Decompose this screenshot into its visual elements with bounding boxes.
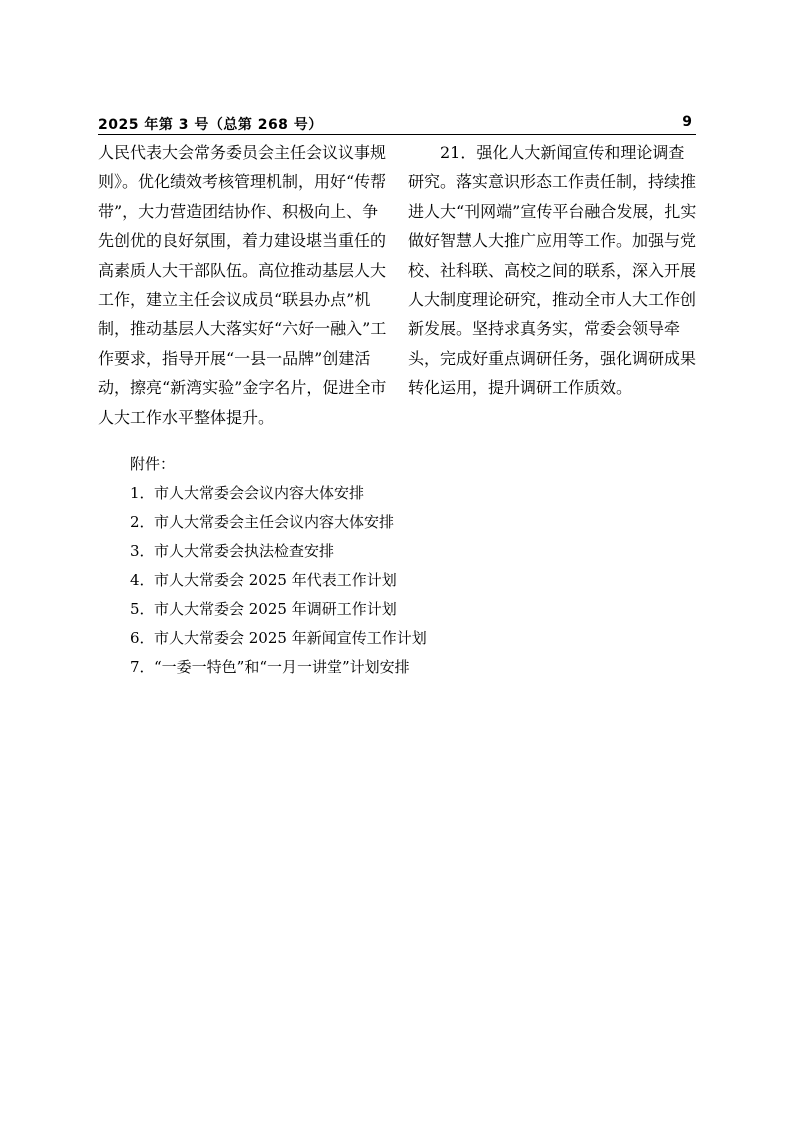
right-paragraph: 21．强化人大新闻宣传和理论调查研究。落实意识形态工作责任制，持续推进人大“刊网端”宣传平台融合发展，扎实做好智慧人大推广应用等工作。加强与党校、社科联、高校之间的联系，深入开展人大制度理论研究，推动全市人大工作创新发展。坚持求真务实，常委会领导牵头，完成好重点调研任务，强化调研成果转化运用，提升调研工作质效。: [408, 143, 697, 398]
attachment-number: 7．: [130, 658, 155, 676]
page-number: 9: [682, 114, 692, 130]
attachment-number: 4．: [130, 571, 155, 589]
attachment-title: 市人大常委会会议内容大体安排: [154, 484, 365, 502]
attachment-item: [130, 595, 427, 624]
attachments-section: [130, 450, 427, 682]
attachment-number: 5．: [130, 600, 155, 618]
attachment-title: 市人大常委会 2025 年调研工作计划: [154, 600, 397, 618]
issue-label: 2025 年第 3 号（总第 268 号）: [98, 117, 323, 133]
attachment-number: 6．: [130, 629, 155, 647]
attachment-item: [130, 479, 427, 508]
attachment-title: 市人大常委会执法检查安排: [154, 542, 335, 560]
attachment-item: [130, 537, 427, 566]
attachment-title: 市人大常委会主任会议内容大体安排: [154, 513, 395, 531]
attachment-title: 市人大常委会 2025 年新闻宣传工作计划: [154, 629, 427, 647]
attachment-title: “一委一特色”和“一月一讲堂”计划安排: [154, 658, 410, 676]
attachment-item: [130, 624, 427, 653]
attachment-number: 3．: [130, 542, 155, 560]
attachment-number: 2．: [130, 513, 155, 531]
attachment-number: 1．: [130, 484, 155, 502]
right-column: [408, 138, 700, 403]
attachments-label: 附件：: [130, 455, 176, 473]
left-column: [98, 138, 388, 432]
attachment-item: [130, 566, 427, 595]
attachment-item: [130, 653, 427, 682]
attachment-title: 市人大常委会 2025 年代表工作计划: [154, 571, 397, 589]
attachment-item: [130, 508, 427, 537]
left-paragraph: 人民代表大会常务委员会主任会议议事规则》。优化绩效考核管理机制，用好“传帮带”，大力营造团结协作、积极向上、争先创优的良好氛围，着力建设堪当重任的高素质人大干部队伍。高位推动基层人大工作，建立主任会议成员“联县办点”机制，推动基层人大落实好“六好一融入”工作要求，指导开展“一县一品牌”创建活动，擦亮“新湾实验”金字名片，促进全市人大工作水平整体提升。: [98, 143, 387, 427]
attachments-list: [130, 479, 427, 682]
page-header: [98, 112, 696, 135]
